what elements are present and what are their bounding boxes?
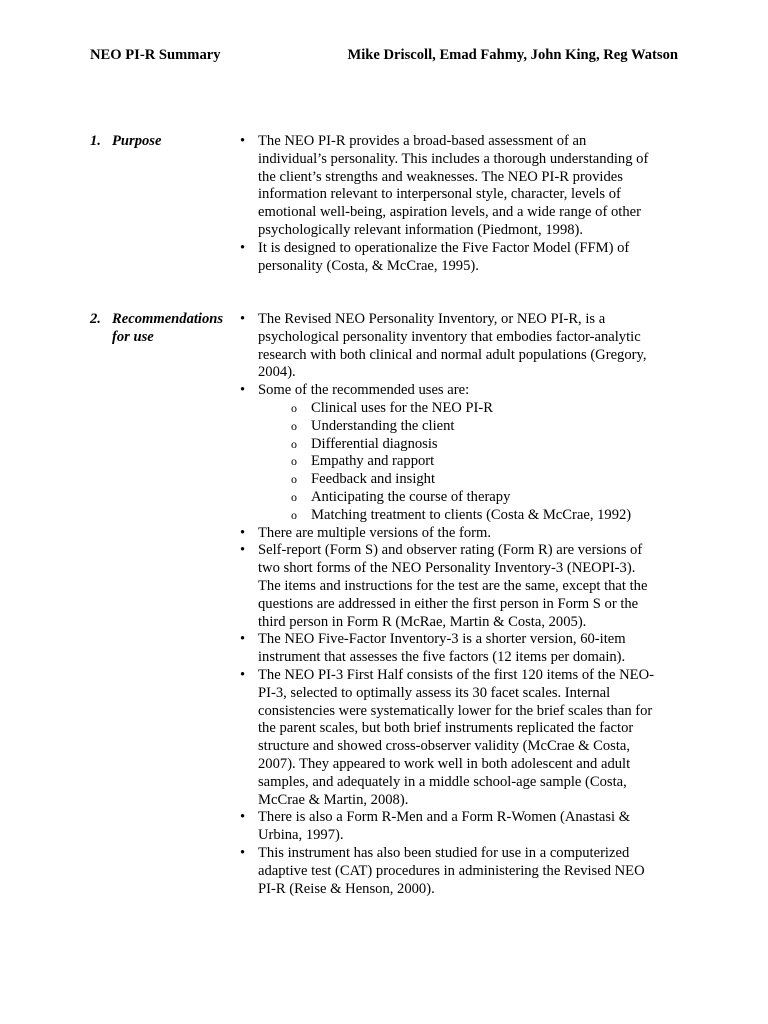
list-item-text: The NEO PI-3 First Half consists of the first 120 items of the NEO-PI-3, selected to optimally assess its 30 facet scales. Internal consistencies were systematically lower for the brief scales than for the parent scales, but both brief instruments replicated the factor structure and showed cross-observer validity (McCrae & Costa, 2007). They appeared to work well in both adolescent and adult samples, and adequately in a middle school-age sample (Costa, McCrae & Martin, 2008). — [258, 666, 654, 808]
sub-list-item — [238, 471, 658, 489]
sub-list-item-text: Matching treatment to clients (Costa & McCrae, 1992) — [311, 506, 632, 523]
list-item-text: Some of the recommended uses are: — [258, 382, 470, 399]
sub-list-item-text: Differential diagnosis — [311, 435, 438, 452]
section-number: 2. — [90, 311, 101, 327]
circle-bullet-icon: o — [291, 418, 297, 433]
list-item-text: This instrument has also been studied for use in a computerized adaptive test (CAT) procedures in administering the Revised NEO PI-R (Reise & Henson, 2000). — [258, 844, 645, 897]
list-item-text: There are multiple versions of the form. — [258, 524, 492, 541]
document-title: NEO PI-R Summary — [90, 47, 221, 63]
sub-list-item — [238, 418, 658, 436]
list-item — [238, 809, 658, 845]
bullet-icon: • — [240, 844, 246, 861]
sub-list-item-text: Understanding the client — [311, 417, 455, 434]
page-header — [90, 47, 678, 65]
document-authors: Mike Driscoll, Emad Fahmy, John King, Reg Watson — [347, 47, 678, 63]
bullet-icon: • — [240, 809, 246, 826]
circle-bullet-icon: o — [291, 400, 297, 415]
bullet-icon: • — [240, 542, 246, 559]
list-item-text: The Revised NEO Personality Inventory, or NEO PI-R, is a psychological personality inventory that embodies factor-analytic research with both clinical and normal adult populations (Gregory, 2004). — [258, 311, 647, 381]
bullet-icon: • — [240, 524, 246, 541]
sub-list — [238, 400, 658, 525]
sub-list-item — [238, 453, 658, 471]
section-heading — [90, 133, 238, 275]
circle-bullet-icon: o — [291, 472, 297, 487]
list-item-with-subitems — [238, 382, 658, 524]
sub-list-item — [238, 489, 658, 507]
bullet-icon: • — [240, 666, 246, 683]
sub-list-item — [238, 507, 658, 525]
circle-bullet-icon: o — [291, 454, 297, 469]
bullet-icon: • — [240, 631, 246, 648]
list-item — [238, 542, 658, 631]
bullet-list — [238, 133, 658, 275]
section-number: 1. — [90, 133, 101, 149]
list-item — [238, 631, 658, 667]
sub-list-item-text: Feedback and insight — [311, 471, 436, 488]
list-item — [238, 845, 658, 898]
section-purpose — [90, 133, 680, 275]
sub-list-item-text: Anticipating the course of therapy — [311, 488, 511, 505]
circle-bullet-icon: o — [291, 489, 297, 504]
section-title: Recommendations for use — [112, 311, 224, 345]
circle-bullet-icon: o — [291, 507, 297, 522]
list-item — [238, 311, 658, 382]
bullet-icon: • — [240, 239, 246, 256]
list-item-text: It is designed to operationalize the Five Factor Model (FFM) of personality (Costa, & McCrae, 1995). — [258, 239, 630, 274]
sub-list-item-text: Clinical uses for the NEO PI-R — [311, 399, 493, 416]
list-item-text: The NEO PI-R provides a broad-based assessment of an individual’s personality. This includes a thorough understanding of the client’s strengths and weaknesses. The NEO PI-R provides information relevant to interpersonal style, character, levels of emotional well-being, aspiration levels, and a wide range of other psychologically relevant information (Piedmont, 1998). — [258, 133, 649, 238]
bullet-icon: • — [240, 311, 246, 327]
section-title: Purpose — [112, 133, 162, 149]
bullet-icon: • — [240, 133, 246, 149]
bullet-icon: • — [240, 382, 246, 399]
list-item — [238, 667, 658, 809]
sub-list-item — [238, 436, 658, 454]
section-recommendations — [90, 311, 680, 898]
list-item — [238, 525, 658, 543]
list-item-text: Self-report (Form S) and observer rating (Form R) are versions of two short forms of the NEO Personality Inventory-3 (NEOPI-3). The items and instructions for the test are the same, except that the questions are addressed in either the first person in Form S or the third person in Form R (McRae, Martin & Costa, 2005). — [258, 542, 648, 630]
list-item — [238, 133, 658, 240]
bullet-list — [238, 311, 658, 898]
sub-list-item-text: Empathy and rapport — [311, 453, 435, 470]
list-item-text: There is also a Form R-Men and a Form R-Women (Anastasi & Urbina, 1997). — [258, 809, 631, 844]
sub-list-item — [238, 400, 658, 418]
list-item-text: The NEO Five-Factor Inventory-3 is a shorter version, 60-item instrument that assesses the five factors (12 items per domain). — [258, 631, 626, 666]
list-item — [238, 240, 658, 276]
circle-bullet-icon: o — [291, 436, 297, 451]
section-heading — [90, 311, 238, 898]
